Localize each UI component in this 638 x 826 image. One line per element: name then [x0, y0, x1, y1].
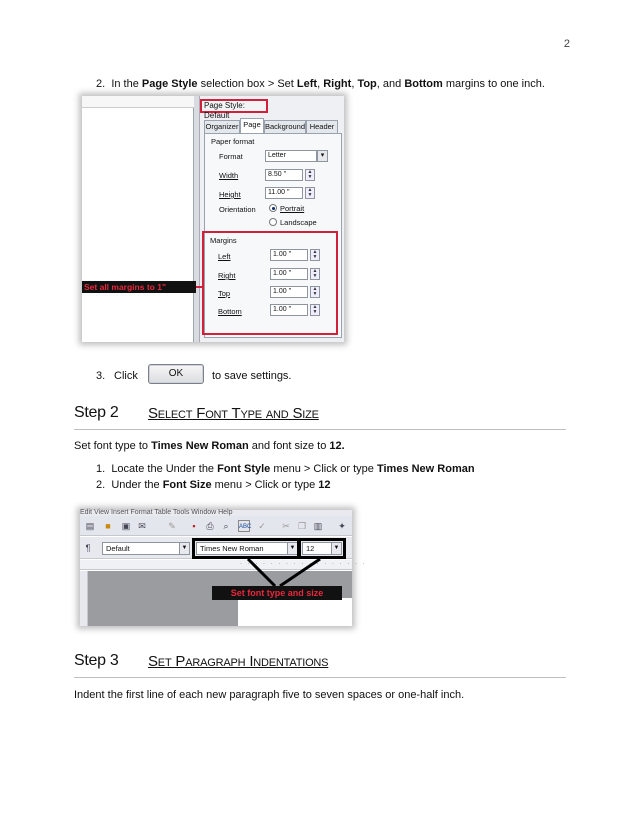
arrow-to-font-size	[280, 559, 320, 586]
tab-page[interactable]: Page	[240, 118, 264, 134]
left-margin-label: Left	[218, 252, 231, 261]
paper-format-heading: Paper format	[211, 137, 255, 146]
bold-text: Bottom	[404, 78, 443, 90]
tab-header[interactable]: Header	[306, 120, 338, 134]
arrow-to-font-name	[248, 559, 275, 586]
ruler: · · · · · · · · · · · · · · · · ·	[80, 560, 352, 570]
right-margin-label: Right	[218, 271, 236, 280]
clone-format-icon[interactable]: ✦	[338, 521, 346, 531]
step-2-item-1	[96, 462, 475, 476]
bold-text: Font Style	[217, 463, 271, 475]
bottom-margin-field[interactable]: 1.00 "	[270, 304, 308, 316]
menu-bar: Edit View Insert Format Table Tools Window Help	[80, 510, 352, 516]
callout-connector	[196, 286, 202, 288]
text: and font size to	[248, 440, 330, 452]
spin-arrows-icon[interactable]: ▲ ▼	[310, 268, 320, 280]
list-number: 2.	[96, 479, 106, 491]
step-number: Step 2	[74, 404, 119, 421]
width-field[interactable]: 8.50 "	[265, 169, 303, 181]
text: menu > Click or type	[270, 463, 377, 475]
text: ,	[351, 78, 358, 90]
copy-icon[interactable]: ❐	[297, 521, 307, 531]
step-title: Set Paragraph Indentations	[148, 653, 329, 670]
email-icon[interactable]: ✉	[138, 521, 146, 531]
orientation-label: Orientation	[219, 205, 256, 214]
font-size-value: 12	[306, 544, 315, 553]
step-2-intro	[74, 439, 345, 453]
print-preview-icon[interactable]: ⌕	[223, 521, 229, 531]
bold-text: Page Style	[141, 78, 198, 90]
step-number: Step 3	[74, 652, 119, 669]
list-number: 1.	[96, 463, 106, 475]
spin-arrows-icon[interactable]: ▲ ▼	[310, 249, 320, 261]
right-margin-field[interactable]: 1.00 "	[270, 268, 308, 280]
bold-text: Left	[296, 78, 318, 90]
page-style-screenshot	[82, 96, 344, 342]
margins-heading: Margins	[210, 236, 237, 245]
text: ,	[317, 78, 324, 90]
text: Under the	[111, 479, 163, 491]
step-2-item-2	[96, 478, 331, 492]
bold-text: 12.	[329, 440, 345, 452]
spellcheck-icon[interactable]: ABC	[238, 520, 250, 532]
click-text: Click	[114, 370, 138, 382]
page-style-dialog	[200, 96, 344, 342]
print-icon[interactable]: ⎙	[206, 521, 214, 531]
font-toolbar-screenshot	[80, 509, 367, 626]
save-icon[interactable]: ▣	[121, 521, 131, 531]
chevron-down-icon[interactable]: ▼	[179, 543, 189, 554]
chevron-down-icon[interactable]: ▾	[317, 150, 328, 162]
font-name-value: Times New Roman	[200, 544, 264, 553]
width-label: Width	[219, 171, 239, 180]
format-select[interactable]: Letter	[265, 150, 317, 162]
left-margin-field[interactable]: 1.00 "	[270, 249, 308, 261]
step-title: Select Font Type and Size	[148, 405, 319, 422]
save-settings-text: to save settings.	[212, 370, 292, 382]
step-3-body: Indent the first line of each new paragraph five to seven spaces or one-half inch.	[74, 689, 465, 701]
text: selection box > Set	[197, 78, 297, 90]
portrait-radio[interactable]	[269, 204, 277, 212]
spin-arrows-icon[interactable]: ▲ ▼	[310, 286, 320, 298]
landscape-label: Landscape	[280, 218, 317, 227]
format-label: Format	[219, 152, 243, 161]
bottom-margin-label: Bottom	[218, 307, 242, 316]
bold-text: 12	[318, 479, 331, 491]
list-item-2	[96, 77, 545, 91]
top-margin-label: Top	[218, 289, 231, 298]
bold-text: Times New Roman	[376, 463, 475, 475]
open-folder-icon[interactable]: ■	[105, 521, 111, 531]
text: Set font type to	[74, 440, 152, 452]
document-header-strip	[82, 96, 194, 108]
chevron-down-icon[interactable]: ▼	[331, 543, 341, 554]
chevron-down-icon[interactable]: ▼	[287, 543, 297, 554]
portrait-label: Portrait	[280, 204, 305, 213]
font-callout: Set font type and size	[212, 586, 342, 600]
tab-background[interactable]: Background	[264, 120, 306, 134]
margins-highlight-box	[202, 231, 338, 335]
bold-text: Font Size	[162, 479, 212, 491]
edit-icon[interactable]: ✎	[168, 521, 176, 531]
tab-organizer[interactable]: Organizer	[204, 120, 240, 134]
spin-arrows-icon[interactable]: ▲ ▼	[310, 304, 320, 316]
spin-arrows-icon[interactable]: ▲ ▼	[305, 169, 315, 181]
text: menu > Click or type	[211, 479, 319, 491]
new-document-icon[interactable]: ▤	[85, 521, 95, 531]
page-tab-panel	[204, 133, 342, 338]
spin-arrows-icon[interactable]: ▲ ▼	[305, 187, 315, 199]
list-item-3-num: 3.	[96, 370, 106, 382]
page-number: 2	[563, 38, 570, 50]
paragraph-style-value: Default	[106, 544, 130, 553]
callout-arrows	[80, 510, 352, 626]
margins-callout: Set all margins to 1"	[82, 281, 196, 293]
styles-icon[interactable]: ¶	[85, 543, 91, 553]
text: , and	[376, 78, 405, 90]
text: In the	[111, 78, 142, 90]
text: margins to one inch.	[442, 78, 545, 90]
pdf-icon[interactable]: ▪	[192, 521, 196, 531]
list-number: 2.	[96, 78, 106, 90]
bold-text: Right	[323, 78, 352, 90]
dialog-title: Page Style: Default	[200, 99, 268, 113]
top-margin-field[interactable]: 1.00 "	[270, 286, 308, 298]
landscape-radio[interactable]	[269, 218, 277, 226]
step-3-heading	[74, 652, 566, 678]
height-field[interactable]: 11.00 "	[265, 187, 303, 199]
bold-text: Top	[357, 78, 377, 90]
bold-text: Times New Roman	[151, 440, 249, 452]
ok-button[interactable]: OK	[148, 364, 204, 384]
autospell-icon[interactable]: ✓	[258, 521, 266, 531]
cut-icon[interactable]: ✂	[282, 521, 290, 531]
text: Locate the Under the	[111, 463, 218, 475]
document-area	[82, 96, 194, 342]
height-label: Height	[219, 190, 241, 199]
step-2-heading	[74, 404, 566, 430]
paste-icon[interactable]: ▥	[313, 521, 323, 531]
